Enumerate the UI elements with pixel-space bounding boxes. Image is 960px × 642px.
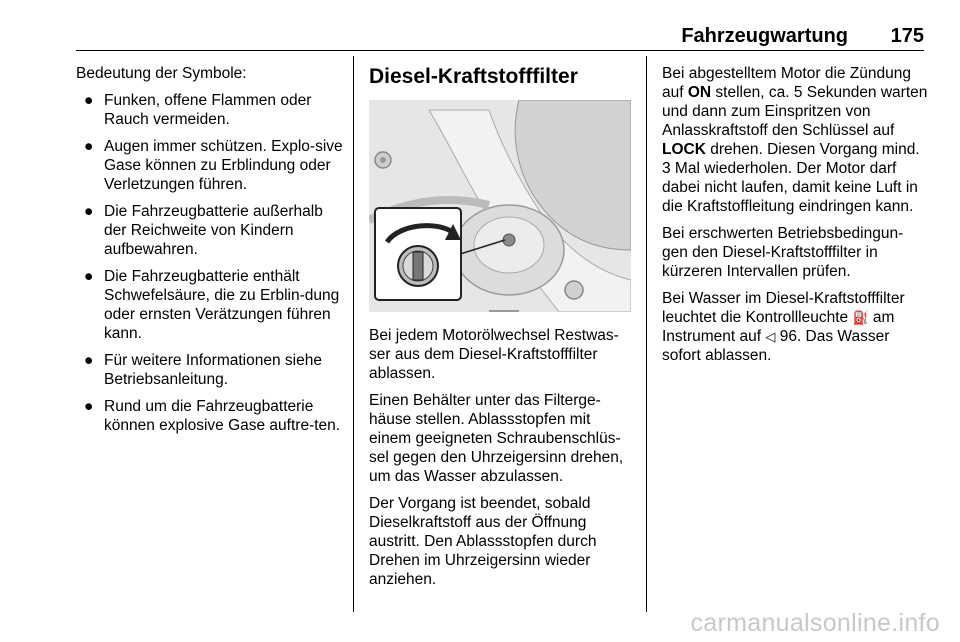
paragraph: Bei jedem Motorölwechsel Restwas-ser aus dem Diesel-Kraftstofffilter ablassen. [369,327,619,382]
bullet: ● [84,352,94,369]
column-divider [353,56,354,612]
list-item: ● Für weitere Informationen siehe Betriebsanleitung. [84,352,322,388]
symbol-list [76,91,346,435]
diesel-filter-illustration [369,100,631,312]
paragraph: Der Vorgang ist beendet, sobald Dieselkraftstoff aus der Öffnung austritt. Den Ablassstopfen durch Drehen im Uhrzeigersinn wieder anziehen. [369,495,597,588]
watermark: carmanualsonline.info [690,609,940,637]
paragraph: Bei erschwerten Betriebsbedingun-gen den Diesel-Kraftstofffilter in kürzeren Intervallen prüfen. [662,225,904,280]
page-header [76,20,924,51]
header-title: Fahrzeugwartung [681,25,848,47]
column-left [76,64,346,443]
bullet: ● [84,138,94,155]
paragraph: Bei abgestelltem Motor die Zündung auf ON stellen, ca. 5 Sekunden warten und dann zum Einspritzen von Anlasskraftstoff den Schlüssel auf LOCK drehen. Diesen Vorgang mind. 3 Mal wiederholen. Der Motor darf dabei nicht laufen, damit keine Luft in die Kraftstoffleitung eindringen kann. [662,65,928,215]
column-middle [369,64,631,597]
list-item: ● Augen immer schützen. Explo-sive Gase können zu Erblindung oder Verletzungen führen. [84,138,343,193]
column-right [662,64,928,373]
list-item: ● Die Fahrzeugbatterie außerhalb der Reichweite von Kindern aufbewahren. [84,203,323,258]
bullet: ● [84,398,94,415]
bullet: ● [84,92,94,109]
bullet: ● [84,268,94,285]
page-reference-icon: ◁ [765,329,776,344]
column-divider [646,56,647,612]
water-in-fuel-icon: ⛽ [852,310,869,325]
symbols-intro: Bedeutung der Symbole: [76,65,247,82]
ignition-on-label: ON [687,84,712,101]
filter-drawing [369,100,631,312]
list-item: ● Die Fahrzeugbatterie enthält Schwefelsäure, die zu Erblin-dung oder ernsten Verätzungen führen kann. [84,268,340,342]
list-item: ● Rund um die Fahrzeugbatterie können explosive Gase auftre-ten. [84,398,341,434]
ignition-lock-label: LOCK [662,141,706,158]
bullet: ● [84,203,94,220]
list-item: ● Funken, offene Flammen oder Rauch vermeiden. [84,92,312,128]
page-number: 175 [890,25,924,47]
section-heading: Diesel-Kraftstofffilter [369,65,578,88]
paragraph: Bei Wasser im Diesel-Kraftstofffilter leuchtet die Kontrollleuchte ⛽ am Instrument auf ◁ 96. Das Wasser sofort ablassen. [662,290,905,364]
paragraph: Einen Behälter unter das Filterge-häuse stellen. Ablassstopfen mit einem geeigneten Schraubenschlüs-sel gegen den Uhrzeigersinn drehen, um das Wasser abzulassen. [369,392,624,485]
